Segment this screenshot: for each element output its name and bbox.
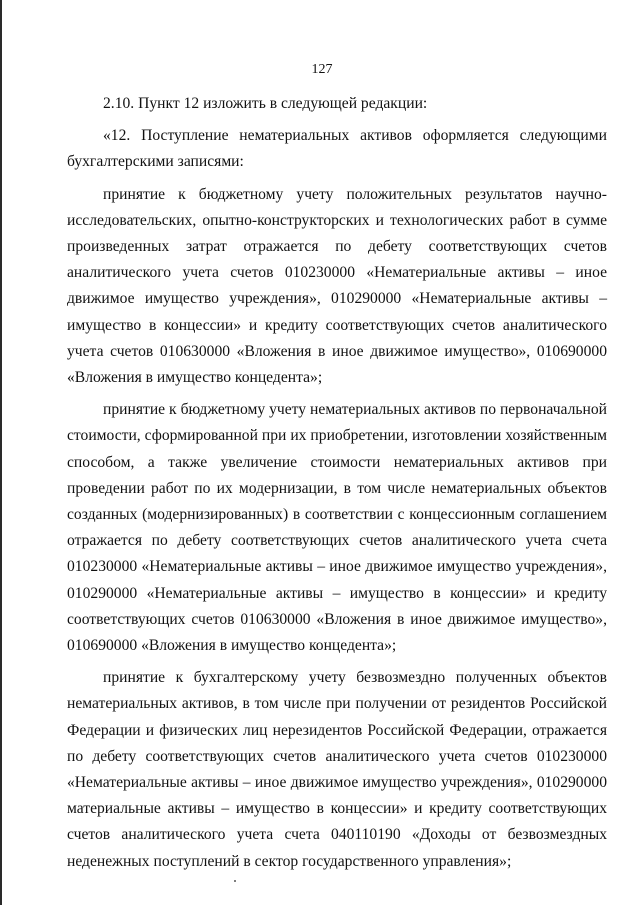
paragraph-intro: «12. Поступление нематериальных активов оформляется следующими бухгалтерскими записями: <box>67 127 607 171</box>
page-number: 127 <box>311 62 333 77</box>
scan-speck <box>234 880 236 882</box>
document-body <box>67 91 607 875</box>
paragraph-initial-cost: принятие к бюджетному учету нематериальных активов по первоначальной стоимости, сформированной при их приобретении, изготовлении хозяйственным способом, а также увеличение стоимости нематериальных активов при проведении работ по их модернизации, в том числе нематериальных объектов созданных (модернизированных) в соответствии с концессионным соглашением отражается по дебету соответствующих счетов аналитического учета счета 010230000 «Нематериальные активы – иное движимое имущество учреждения», 010290000 «Нематериальные активы – имущество в концессии» и кредиту соответствующих счетов 010630000 «Вложения в иное движимое имущество», 010690000 «Вложения в имущество концедента»; <box>67 401 607 655</box>
paragraph-gratuitous-receipt: принятие к бухгалтерскому учету безвозмездно полученных объектов нематериальных активов, в том числе при получении от резидентов Российской Федерации и физических лиц нерезидентов Российской Федерации, отражается по дебету соответствующих счетов аналитического учета счетов 010230000 «Нематериальные активы – иное движимое имущество учреждения», 010290000 материальные активы – имущество в концессии» и кредиту соответствующих счетов аналитического учета счета 040110190 «Доходы от безвозмездных неденежных поступлений в сектор государственного управления»; <box>67 669 607 870</box>
paragraph-item-header: 2.10. Пункт 12 изложить в следующей редакции: <box>103 95 428 112</box>
paragraph-research-results: принятие к бюджетному учету положительных результатов научно-исследовательских, опытно-конструкторских и технологических работ в сумме произведенных затрат отражается по дебету соответствующих счетов аналитического учета счетов 010230000 «Нематериальные активы – иное движимое имущество учреждения», 010290000 «Нематериальные активы – имущество в концессии» и кредиту соответствующих счетов аналитического учета счетов 010630000 «Вложения в иное движимое имущество», 010690000 «Вложения в имущество концедента»; <box>67 185 607 387</box>
